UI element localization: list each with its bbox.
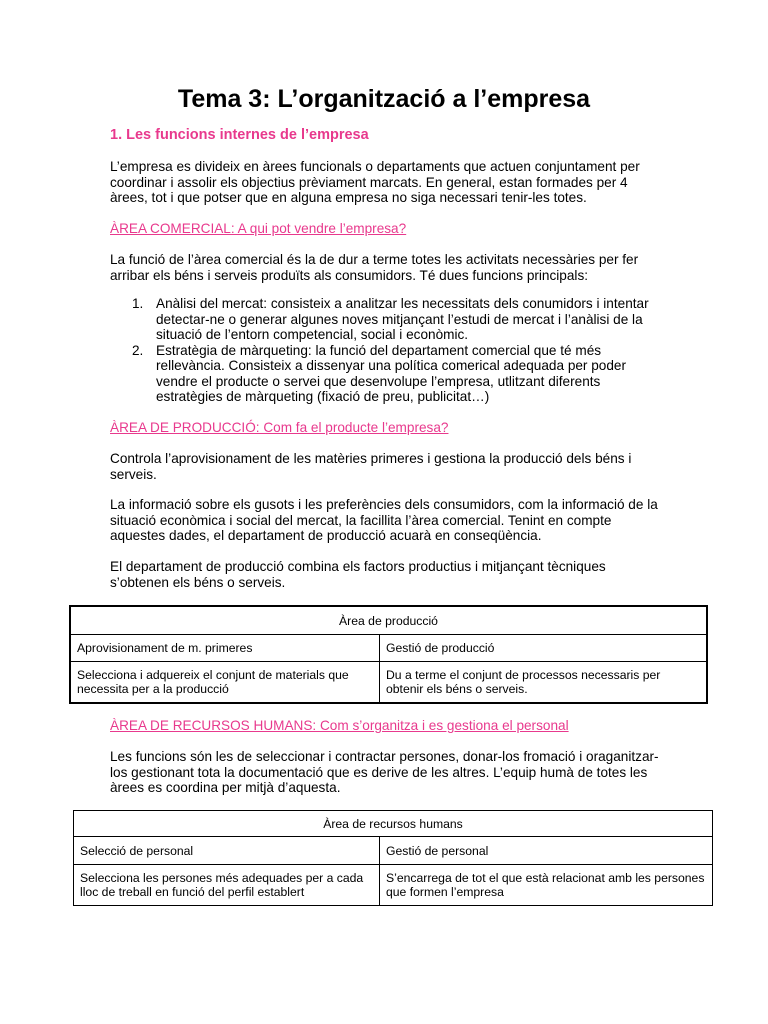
table-cell: S’encarrega de tot el que està relacionat amb les persones que formen l’empresa <box>380 865 713 906</box>
table-title: Àrea de recursos humans <box>74 811 713 837</box>
table-title: Àrea de producció <box>70 606 707 635</box>
table-cell: Selecciona i adquereix el conjunt de materials que necessita per a la producció <box>70 662 380 704</box>
produccio-paragraph-2: La informació sobre els gusots i les preferències dels consumidors, com la informació de la situació econòmica i social del mercat, la facillita l’àrea comercial. Tenint en compte aquestes dades, el departament de producció acuarà en conseqüència. <box>110 497 658 543</box>
rrhh-table <box>73 810 713 906</box>
list-item-number: 2. <box>132 342 144 358</box>
section-heading: 1. Les funcions internes de l’empresa <box>110 127 369 143</box>
table-cell: Du a terme el conjunt de processos necessaris per obtenir els béns o serveis. <box>380 662 708 704</box>
table-header-cell: Gestió de producció <box>380 635 708 662</box>
comercial-paragraph: La funció de l’àrea comercial és la de dur a terme totes les activitats necessàries per fer arribar els béns i serveis produïts als consumidors. Té dues funcions principals: <box>110 252 639 283</box>
table-header-cell: Aprovisionament de m. primeres <box>70 635 380 662</box>
produccio-paragraph-1: Controla l’aprovisionament de les matèries primeres i gestiona la producció dels béns i serveis. <box>110 451 632 482</box>
document-title: Tema 3: L’organització a l’empresa <box>177 85 591 113</box>
intro-paragraph: L’empresa es divideix en àrees funcionals o departaments que actuen conjuntament per coordinar i assolir els objectius prèviament marcats. En general, estan formades per 4 àrees, tot i que potser que en alguna empresa no siga necessari tenir-les totes. <box>110 159 640 205</box>
produccio-paragraph-3: El departament de producció combina els factors productius i mitjançant tècniques s’obtenen els béns o serveis. <box>110 559 606 590</box>
comercial-heading: ÀREA COMERCIAL: A qui pot vendre l’empresa? <box>110 221 407 236</box>
produccio-table <box>69 605 708 704</box>
produccio-heading: ÀREA DE PRODUCCIÓ: Com fa el producte l’empresa? <box>110 420 449 435</box>
list-item <box>110 343 660 405</box>
table-header-cell: Selecció de personal <box>74 837 380 865</box>
rrhh-paragraph: Les funcions són les de seleccionar i contractar persones, donar-los fromació i oraganitzar-los gestionant tota la documentació que es derive de les altres. L’equip humà de totes les àrees es coordina per mitjà d’aquesta. <box>110 749 659 795</box>
list-item-number: 1. <box>132 296 144 311</box>
rrhh-heading: ÀREA DE RECURSOS HUMANS: Com s’organitza i es gestiona el personal <box>110 718 569 733</box>
comercial-functions-list <box>110 296 660 405</box>
list-item-text: Estratègia de màrqueting: la funció del departament comercial que té més rellevància. Consisteix a dissenyar una política comerical adequada per poder vendre el producte o servei que desenvolupe l’empresa, utlitzant diferents estratègies de màrqueting (fixació de preu, publicitat…) <box>156 342 627 404</box>
table-header-cell: Gestió de personal <box>380 837 713 865</box>
table-cell: Selecciona les persones més adequades per a cada lloc de treball en funció del perfil establert <box>74 865 380 906</box>
list-item-text: Anàlisi del mercat: consisteix a analitzar les necessitats dels conumidors i intentar detectar-ne o generar algunes noves mitjançant l’estudi de mercat i l’anàlisi de la situació de l’entorn competencial, social i econòmic. <box>156 296 649 342</box>
list-item <box>110 296 660 343</box>
